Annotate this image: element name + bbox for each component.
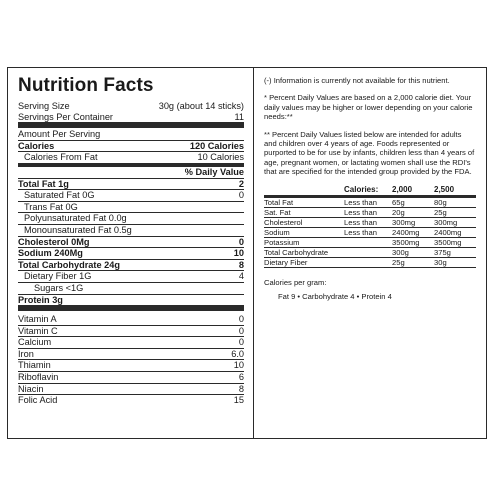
daily-value-table-header bbox=[264, 185, 476, 198]
nutrient-row bbox=[18, 190, 244, 202]
table-cell: Dietary Fiber bbox=[264, 258, 308, 268]
nutrient-row bbox=[18, 237, 244, 249]
table-row bbox=[264, 238, 476, 248]
vitamin-row bbox=[18, 360, 244, 372]
table-cell: 25g bbox=[392, 258, 405, 268]
table-cell: 80g bbox=[434, 198, 447, 208]
vitamin-label: Calcium bbox=[18, 337, 52, 348]
calories-per-gram-label: Calories per gram: bbox=[264, 278, 327, 288]
table-cell: Total Carbohydrate bbox=[264, 248, 329, 258]
calories-per-gram-values: Fat 9 • Carbohydrate 4 • Protein 4 bbox=[278, 292, 392, 302]
vitamin-value: 10 bbox=[233, 360, 244, 371]
servings-per-container-value: 11 bbox=[234, 111, 244, 122]
table-cell: Less than bbox=[344, 228, 377, 238]
table-cell: 2400mg bbox=[434, 228, 462, 238]
nutrient-value: 8 bbox=[238, 259, 244, 270]
vitamin-row bbox=[18, 395, 244, 406]
nutrient-row bbox=[18, 283, 244, 295]
nutrition-label bbox=[7, 67, 487, 439]
nutrient-value: 10 bbox=[233, 248, 244, 259]
nutrient-row bbox=[18, 202, 244, 214]
vitamin-row bbox=[18, 372, 244, 384]
vitamin-value: 6 bbox=[238, 372, 244, 383]
calories-from-fat-row bbox=[18, 152, 244, 167]
nutrient-row bbox=[18, 248, 244, 260]
vitamin-value: 0 bbox=[238, 325, 244, 336]
table-cell: 3500mg bbox=[434, 238, 462, 248]
calories-from-fat-value: 10 Calories bbox=[197, 152, 244, 163]
vitamin-row bbox=[18, 326, 244, 338]
nutrient-row bbox=[18, 179, 244, 191]
nutrient-label: Total Carbohydrate 24g bbox=[18, 259, 120, 270]
table-row bbox=[264, 218, 476, 228]
table-cell: 3500mg bbox=[392, 238, 420, 248]
nutrient-row bbox=[18, 225, 244, 237]
vitamin-label: Iron bbox=[18, 348, 34, 359]
amount-per-serving-label: Amount Per Serving bbox=[18, 129, 101, 140]
table-cell: Cholesterol bbox=[264, 218, 303, 228]
nutrient-label: Saturated Fat 0G bbox=[24, 190, 95, 201]
vitamin-value: 15 bbox=[233, 395, 244, 406]
table-header-cell: 2,000 bbox=[392, 184, 413, 194]
nutrient-label: Polyunsaturated Fat 0.0g bbox=[24, 213, 127, 224]
nutrition-facts-panel bbox=[18, 74, 244, 406]
servings-per-container-row bbox=[18, 112, 244, 129]
nutrient-label: Cholesterol 0Mg bbox=[18, 236, 90, 247]
table-cell: Potassium bbox=[264, 238, 300, 248]
vitamin-value: 0 bbox=[238, 337, 244, 348]
table-cell: Sat. Fat bbox=[264, 208, 291, 218]
table-cell: Sodium bbox=[264, 228, 290, 238]
table-cell: Less than bbox=[344, 218, 377, 228]
vitamin-label: Vitamin A bbox=[18, 314, 57, 325]
vitamin-value: 6.0 bbox=[231, 348, 244, 359]
calories-value: 120 Calories bbox=[189, 140, 244, 151]
panel-divider bbox=[253, 68, 254, 438]
daily-value-header-label: % Daily Value bbox=[184, 166, 244, 177]
table-cell bbox=[344, 258, 392, 267]
vitamin-row bbox=[18, 314, 244, 326]
nutrient-label: Total Fat 1g bbox=[18, 178, 69, 189]
table-cell: 20g bbox=[392, 208, 405, 218]
not-available-note: (-) Information is currently not available for this nutrient. bbox=[264, 76, 450, 85]
daily-value-footnote: * Percent Daily Values are based on a 2,000 calorie diet. Your daily values may be higher or lower depending on your calorie needs:** bbox=[264, 93, 473, 122]
table-header-cell: Calories: bbox=[344, 184, 379, 194]
table-cell bbox=[344, 238, 392, 247]
table-cell: Less than bbox=[344, 198, 377, 208]
vitamin-label: Niacin bbox=[18, 383, 44, 394]
table-header-cell bbox=[264, 185, 344, 194]
table-cell: Total Fat bbox=[264, 198, 294, 208]
table-row bbox=[264, 258, 476, 268]
vitamin-row bbox=[18, 349, 244, 361]
nutrient-row bbox=[18, 271, 244, 283]
table-row bbox=[264, 228, 476, 238]
table-cell: 300mg bbox=[434, 218, 458, 228]
nutrient-value: 0 bbox=[238, 190, 244, 201]
vitamin-value: 0 bbox=[238, 314, 244, 325]
vitamin-row bbox=[18, 337, 244, 349]
table-cell: 25g bbox=[434, 208, 447, 218]
amount-per-serving-row bbox=[18, 129, 244, 141]
nutrient-label: Trans Fat 0G bbox=[24, 201, 78, 212]
rdi-footnote: ** Percent Daily Values listed below are intended for adults and children over 4 years of age. Foods represented or purported to be for use by infants, children less than 4 years of age, pregnant women, or lactating women shall use the RDI's that are specified for the intended group provided by the FDA. bbox=[264, 129, 475, 177]
table-row bbox=[264, 248, 476, 258]
nutrient-row bbox=[18, 260, 244, 272]
vitamin-row bbox=[18, 384, 244, 396]
vitamin-label: Thiamin bbox=[18, 360, 51, 371]
vitamin-value: 8 bbox=[238, 383, 244, 394]
daily-value-header bbox=[18, 167, 244, 179]
table-cell: 2400mg bbox=[392, 228, 420, 238]
nutrient-label: Sodium 240Mg bbox=[18, 248, 83, 259]
nutrient-value: 0 bbox=[238, 236, 244, 247]
calories-label: Calories bbox=[18, 140, 55, 151]
calories-from-fat-label: Calories From Fat bbox=[24, 152, 98, 163]
serving-size-value: 30g (about 14 sticks) bbox=[158, 101, 244, 111]
table-cell: 300g bbox=[392, 248, 409, 258]
table-row bbox=[264, 198, 476, 208]
nutrient-label: Sugars <1G bbox=[34, 282, 84, 293]
table-cell: Less than bbox=[344, 208, 377, 218]
nutrient-label: Dietary Fiber 1G bbox=[24, 271, 92, 282]
daily-value-table bbox=[264, 185, 476, 268]
table-cell: 30g bbox=[434, 258, 447, 268]
nutrient-row bbox=[18, 295, 244, 312]
vitamin-label: Vitamin C bbox=[18, 325, 58, 336]
nutrient-value: 2 bbox=[238, 178, 244, 189]
notes-panel bbox=[264, 76, 476, 302]
nutrient-value: 4 bbox=[238, 271, 244, 282]
table-cell: 375g bbox=[434, 248, 451, 258]
table-cell: 65g bbox=[392, 198, 405, 208]
nutrient-label: Monounsaturated Fat 0.5g bbox=[24, 224, 132, 235]
table-cell: 300mg bbox=[392, 218, 416, 228]
nutrition-facts-title: Nutrition Facts bbox=[18, 75, 154, 96]
nutrient-label: Protein 3g bbox=[18, 294, 63, 305]
calories-row bbox=[18, 141, 244, 153]
vitamin-label: Folic Acid bbox=[18, 395, 58, 406]
vitamin-label: Riboflavin bbox=[18, 372, 59, 383]
table-header-cell: 2,500 bbox=[434, 184, 455, 194]
serving-size-label: Serving Size bbox=[18, 101, 70, 111]
serving-size-row bbox=[18, 101, 244, 112]
table-row bbox=[264, 208, 476, 218]
nutrient-row bbox=[18, 213, 244, 225]
servings-per-container-label: Servings Per Container bbox=[18, 111, 113, 122]
table-cell bbox=[344, 248, 392, 257]
